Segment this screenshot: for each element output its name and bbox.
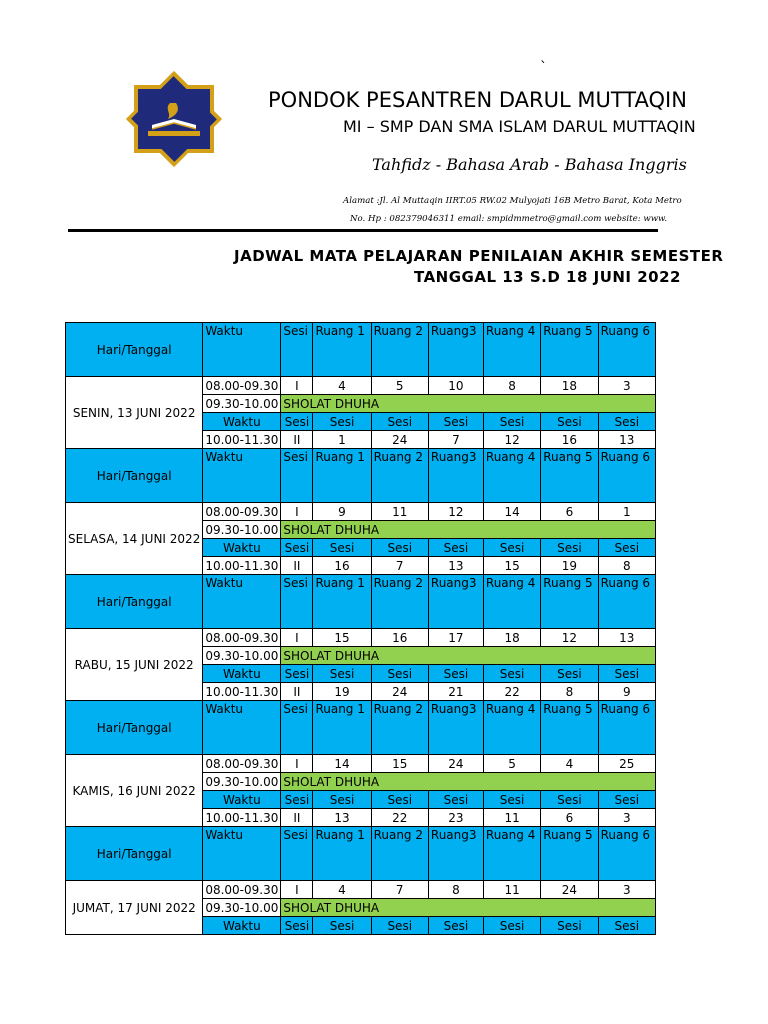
room-cell: 18 (541, 377, 598, 395)
room-cell: 7 (428, 431, 483, 449)
sub-header-cell: Sesi (598, 665, 655, 683)
sub-header-cell: Sesi (428, 539, 483, 557)
column-header: Ruang 2 (371, 575, 428, 629)
break-label-cell: SHOLAT DHUHA (281, 395, 656, 413)
column-header: Ruang 5 (541, 827, 598, 881)
column-header: Ruang 6 (598, 701, 655, 755)
room-cell: 12 (483, 431, 540, 449)
column-header: Ruang3 (428, 575, 483, 629)
column-header: Ruang 2 (371, 449, 428, 503)
session-cell: I (281, 881, 313, 899)
sub-header-cell: Sesi (281, 539, 313, 557)
room-cell: 13 (598, 431, 655, 449)
room-cell: 9 (598, 683, 655, 701)
room-cell: 5 (371, 377, 428, 395)
room-cell: 12 (428, 503, 483, 521)
column-header: Ruang 1 (313, 701, 371, 755)
column-header: Waktu (203, 701, 281, 755)
room-cell: 6 (541, 809, 598, 827)
column-header: Ruang 6 (598, 323, 655, 377)
room-cell: 3 (598, 881, 655, 899)
sub-header-cell: Sesi (598, 917, 655, 935)
sub-header-cell: Waktu (203, 413, 281, 431)
sub-header-cell: Sesi (428, 917, 483, 935)
sub-header-cell: Sesi (313, 539, 371, 557)
room-cell: 4 (313, 881, 371, 899)
room-cell: 3 (598, 377, 655, 395)
column-header: Sesi (281, 449, 313, 503)
column-header: Ruang 1 (313, 449, 371, 503)
column-header: Waktu (203, 827, 281, 881)
sub-header-cell: Waktu (203, 539, 281, 557)
room-cell: 14 (313, 755, 371, 773)
room-cell: 24 (371, 683, 428, 701)
hari-tanggal-header: Hari/Tanggal (66, 701, 203, 755)
column-header: Waktu (203, 449, 281, 503)
hari-tanggal-header: Hari/Tanggal (66, 827, 203, 881)
time-cell: 08.00-09.30 (203, 503, 281, 521)
break-time-cell: 09.30-10.00 (203, 647, 281, 665)
room-cell: 17 (428, 629, 483, 647)
session-cell: I (281, 629, 313, 647)
sub-header-cell: Sesi (541, 665, 598, 683)
room-cell: 16 (541, 431, 598, 449)
column-header: Waktu (203, 575, 281, 629)
column-header: Ruang 4 (483, 323, 540, 377)
column-header: Ruang3 (428, 323, 483, 377)
sub-header-cell: Sesi (371, 413, 428, 431)
time-cell: 08.00-09.30 (203, 629, 281, 647)
column-header: Sesi (281, 323, 313, 377)
day-date-cell: KAMIS, 16 JUNI 2022 (66, 755, 203, 827)
column-header: Ruang 5 (541, 701, 598, 755)
table-row (66, 755, 656, 773)
room-cell: 11 (483, 881, 540, 899)
column-header: Ruang 5 (541, 323, 598, 377)
column-header: Ruang 5 (541, 449, 598, 503)
sub-header-cell: Waktu (203, 917, 281, 935)
column-header: Ruang 4 (483, 575, 540, 629)
room-cell: 16 (313, 557, 371, 575)
sub-header-cell: Sesi (541, 539, 598, 557)
document-date-range: TANGGAL 13 S.D 18 JUNI 2022 (414, 268, 681, 286)
column-header: Ruang3 (428, 827, 483, 881)
room-cell: 22 (371, 809, 428, 827)
sub-header-cell: Sesi (281, 917, 313, 935)
break-label-cell: SHOLAT DHUHA (281, 521, 656, 539)
day-date-cell: SENIN, 13 JUNI 2022 (66, 377, 203, 449)
room-cell: 15 (483, 557, 540, 575)
sub-header-cell: Sesi (428, 791, 483, 809)
time-cell: 10.00-11.30 (203, 683, 281, 701)
time-cell: 10.00-11.30 (203, 557, 281, 575)
sub-header-cell: Sesi (371, 539, 428, 557)
sub-header-cell: Sesi (281, 791, 313, 809)
session-cell: I (281, 755, 313, 773)
room-cell: 16 (371, 629, 428, 647)
break-time-cell: 09.30-10.00 (203, 521, 281, 539)
break-time-cell: 09.30-10.00 (203, 773, 281, 791)
room-cell: 8 (428, 881, 483, 899)
table-header-row (66, 449, 656, 503)
table-header-row (66, 323, 656, 377)
sub-header-cell: Sesi (541, 791, 598, 809)
column-header: Ruang 2 (371, 701, 428, 755)
school-tagline: Tahfidz - Bahasa Arab - Bahasa Inggris (372, 155, 687, 174)
column-header: Ruang3 (428, 449, 483, 503)
table-row (66, 503, 656, 521)
sub-header-cell: Waktu (203, 665, 281, 683)
sub-header-cell: Sesi (541, 413, 598, 431)
sub-header-cell: Waktu (203, 791, 281, 809)
break-time-cell: 09.30-10.00 (203, 395, 281, 413)
room-cell: 15 (371, 755, 428, 773)
sub-header-cell: Sesi (313, 665, 371, 683)
sub-header-cell: Sesi (313, 791, 371, 809)
room-cell: 10 (428, 377, 483, 395)
room-cell: 6 (541, 503, 598, 521)
school-contact: No. Hp : 082379046311 email: smpidmmetro@gmail.com website: www. (350, 214, 668, 224)
stray-mark: ` (540, 60, 547, 76)
day-date-cell: RABU, 15 JUNI 2022 (66, 629, 203, 701)
room-cell: 5 (483, 755, 540, 773)
room-cell: 19 (313, 683, 371, 701)
time-cell: 10.00-11.30 (203, 809, 281, 827)
table-header-row (66, 701, 656, 755)
room-cell: 4 (541, 755, 598, 773)
room-cell: 14 (483, 503, 540, 521)
room-cell: 8 (598, 557, 655, 575)
school-title: PONDOK PESANTREN DARUL MUTTAQIN (268, 88, 687, 112)
column-header: Waktu (203, 323, 281, 377)
column-header: Sesi (281, 575, 313, 629)
hari-tanggal-header: Hari/Tanggal (66, 323, 203, 377)
session-cell: I (281, 503, 313, 521)
room-cell: 19 (541, 557, 598, 575)
room-cell: 24 (371, 431, 428, 449)
time-cell: 08.00-09.30 (203, 881, 281, 899)
sub-header-cell: Sesi (598, 539, 655, 557)
column-header: Ruang 1 (313, 827, 371, 881)
break-label-cell: SHOLAT DHUHA (281, 899, 656, 917)
room-cell: 8 (483, 377, 540, 395)
column-header: Sesi (281, 827, 313, 881)
room-cell: 22 (483, 683, 540, 701)
room-cell: 9 (313, 503, 371, 521)
room-cell: 23 (428, 809, 483, 827)
room-cell: 1 (313, 431, 371, 449)
column-header: Ruang 5 (541, 575, 598, 629)
school-address: Alamat :Jl. Al Muttaqin IIRT.05 RW.02 Mulyojati 16B Metro Barat, Kota Metro (343, 196, 682, 206)
room-cell: 13 (598, 629, 655, 647)
room-cell: 4 (313, 377, 371, 395)
session-cell: I (281, 377, 313, 395)
room-cell: 24 (428, 755, 483, 773)
time-cell: 10.00-11.30 (203, 431, 281, 449)
room-cell: 7 (371, 881, 428, 899)
room-cell: 1 (598, 503, 655, 521)
sub-header-cell: Sesi (598, 413, 655, 431)
column-header: Ruang 2 (371, 323, 428, 377)
break-time-cell: 09.30-10.00 (203, 899, 281, 917)
column-header: Ruang3 (428, 701, 483, 755)
room-cell: 13 (313, 809, 371, 827)
column-header: Ruang 1 (313, 323, 371, 377)
sub-header-cell: Sesi (598, 791, 655, 809)
room-cell: 8 (541, 683, 598, 701)
hari-tanggal-header: Hari/Tanggal (66, 575, 203, 629)
sub-header-cell: Sesi (371, 917, 428, 935)
room-cell: 21 (428, 683, 483, 701)
day-date-cell: JUMAT, 17 JUNI 2022 (66, 881, 203, 935)
exam-schedule-table (65, 322, 656, 935)
document-title: JADWAL MATA PELAJARAN PENILAIAN AKHIR SEMESTER (234, 247, 724, 265)
column-header: Ruang 6 (598, 827, 655, 881)
break-label-cell: SHOLAT DHUHA (281, 773, 656, 791)
room-cell: 15 (313, 629, 371, 647)
column-header: Ruang 4 (483, 701, 540, 755)
session-cell: II (281, 683, 313, 701)
sub-header-cell: Sesi (428, 413, 483, 431)
sub-header-cell: Sesi (313, 917, 371, 935)
column-header: Sesi (281, 701, 313, 755)
room-cell: 3 (598, 809, 655, 827)
table-header-row (66, 575, 656, 629)
sub-header-cell: Sesi (483, 539, 540, 557)
sub-header-cell: Sesi (483, 665, 540, 683)
session-cell: II (281, 809, 313, 827)
session-cell: II (281, 557, 313, 575)
column-header: Ruang 4 (483, 827, 540, 881)
room-cell: 18 (483, 629, 540, 647)
session-cell: II (281, 431, 313, 449)
sub-header-cell: Sesi (281, 665, 313, 683)
room-cell: 11 (371, 503, 428, 521)
sub-header-cell: Sesi (483, 791, 540, 809)
break-label-cell: SHOLAT DHUHA (281, 647, 656, 665)
table-row (66, 377, 656, 395)
table-row (66, 629, 656, 647)
table-header-row (66, 827, 656, 881)
room-cell: 7 (371, 557, 428, 575)
table-row (66, 881, 656, 899)
column-header: Ruang 6 (598, 575, 655, 629)
column-header: Ruang 2 (371, 827, 428, 881)
time-cell: 08.00-09.30 (203, 377, 281, 395)
sub-header-cell: Sesi (483, 413, 540, 431)
header-divider (68, 229, 658, 232)
sub-header-cell: Sesi (371, 791, 428, 809)
time-cell: 08.00-09.30 (203, 755, 281, 773)
room-cell: 25 (598, 755, 655, 773)
column-header: Ruang 1 (313, 575, 371, 629)
day-date-cell: SELASA, 14 JUNI 2022 (66, 503, 203, 575)
sub-header-cell: Sesi (371, 665, 428, 683)
sub-header-cell: Sesi (428, 665, 483, 683)
room-cell: 13 (428, 557, 483, 575)
sub-header-cell: Sesi (541, 917, 598, 935)
column-header: Ruang 6 (598, 449, 655, 503)
hari-tanggal-header: Hari/Tanggal (66, 449, 203, 503)
room-cell: 11 (483, 809, 540, 827)
column-header: Ruang 4 (483, 449, 540, 503)
room-cell: 24 (541, 881, 598, 899)
sub-header-cell: Sesi (313, 413, 371, 431)
school-subtitle: MI – SMP DAN SMA ISLAM DARUL MUTTAQIN (343, 117, 696, 136)
sub-header-cell: Sesi (281, 413, 313, 431)
sub-header-cell: Sesi (483, 917, 540, 935)
room-cell: 12 (541, 629, 598, 647)
school-logo (118, 80, 230, 158)
